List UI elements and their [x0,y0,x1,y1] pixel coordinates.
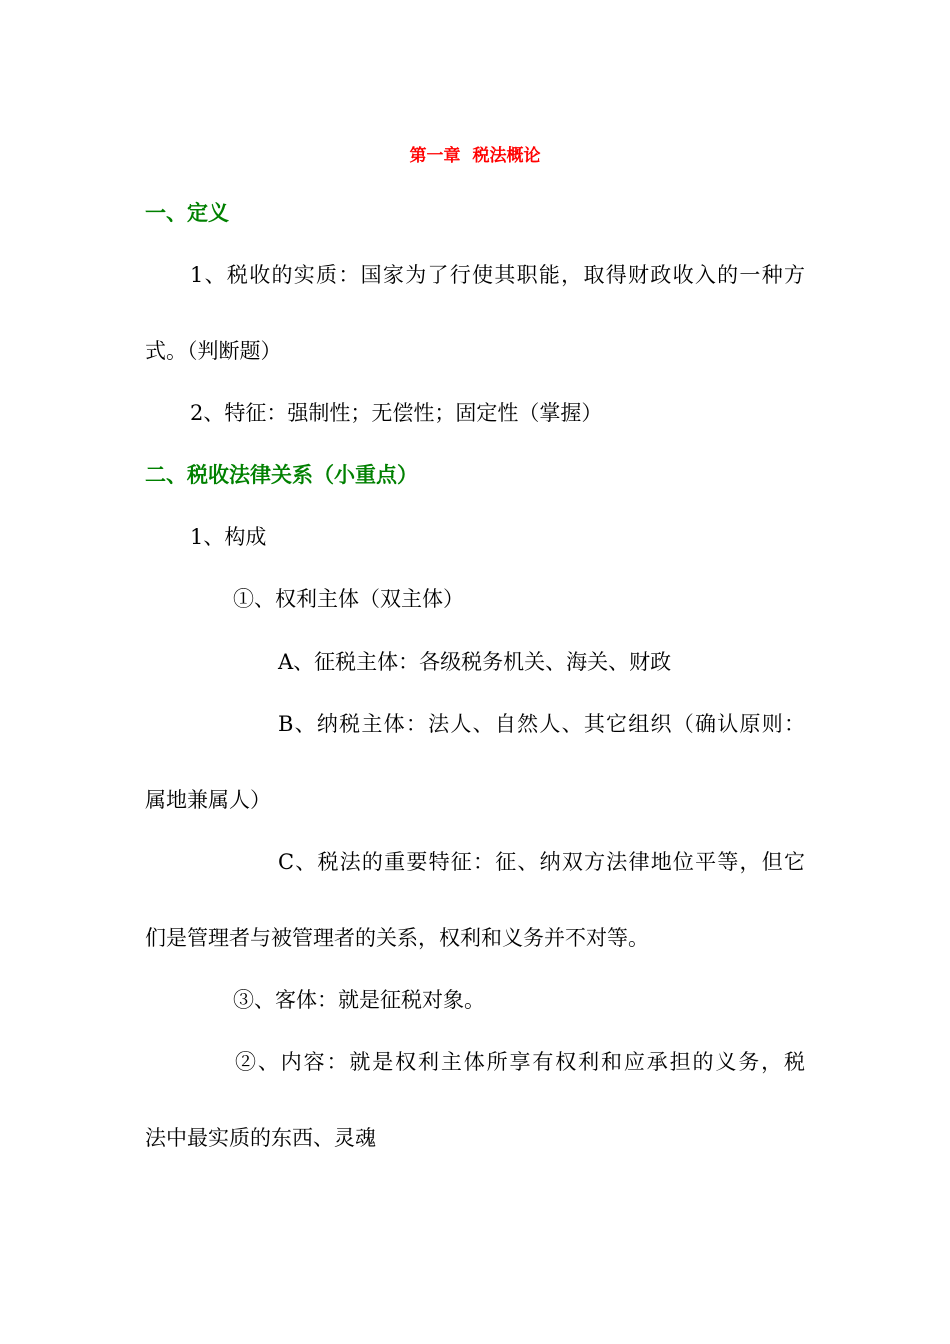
paragraph-line: A、征税主体：各级税务机关、海关、财政 [278,650,672,674]
paragraph-line: B、纳税主体：法人、自然人、其它组织（确认原则： [278,712,805,736]
paragraph-line: 1、税收的实质：国家为了行使其职能，取得财政收入的一种方 [190,263,805,287]
paragraph-line: 法中最实质的东西、灵魂 [145,1126,376,1150]
paragraph-line: ①、权利主体（双主体） [233,587,464,611]
paragraph-line: C、税法的重要特征：征、纳双方法律地位平等，但它 [278,850,805,874]
paragraph-line: 1、构成 [190,525,267,549]
paragraph-line: 属地兼属人） [145,788,271,812]
paragraph-line: ②、内容：就是权利主体所享有权利和应承担的义务，税 [235,1050,805,1074]
paragraph-line: 2、特征：强制性；无偿性；固定性（掌握） [190,401,603,425]
chapter-title: 第一章 税法概论 [409,146,541,166]
paragraph-line: ③、客体：就是征税对象。 [233,988,485,1012]
section-heading-tax-legal-relation: 二、税收法律关系（小重点） [145,463,418,487]
paragraph-line: 式。（判断题） [145,339,282,363]
paragraph-line: 们是管理者与被管理者的关系，权利和义务并不对等。 [145,926,649,950]
section-heading-definition: 一、定义 [145,201,229,225]
